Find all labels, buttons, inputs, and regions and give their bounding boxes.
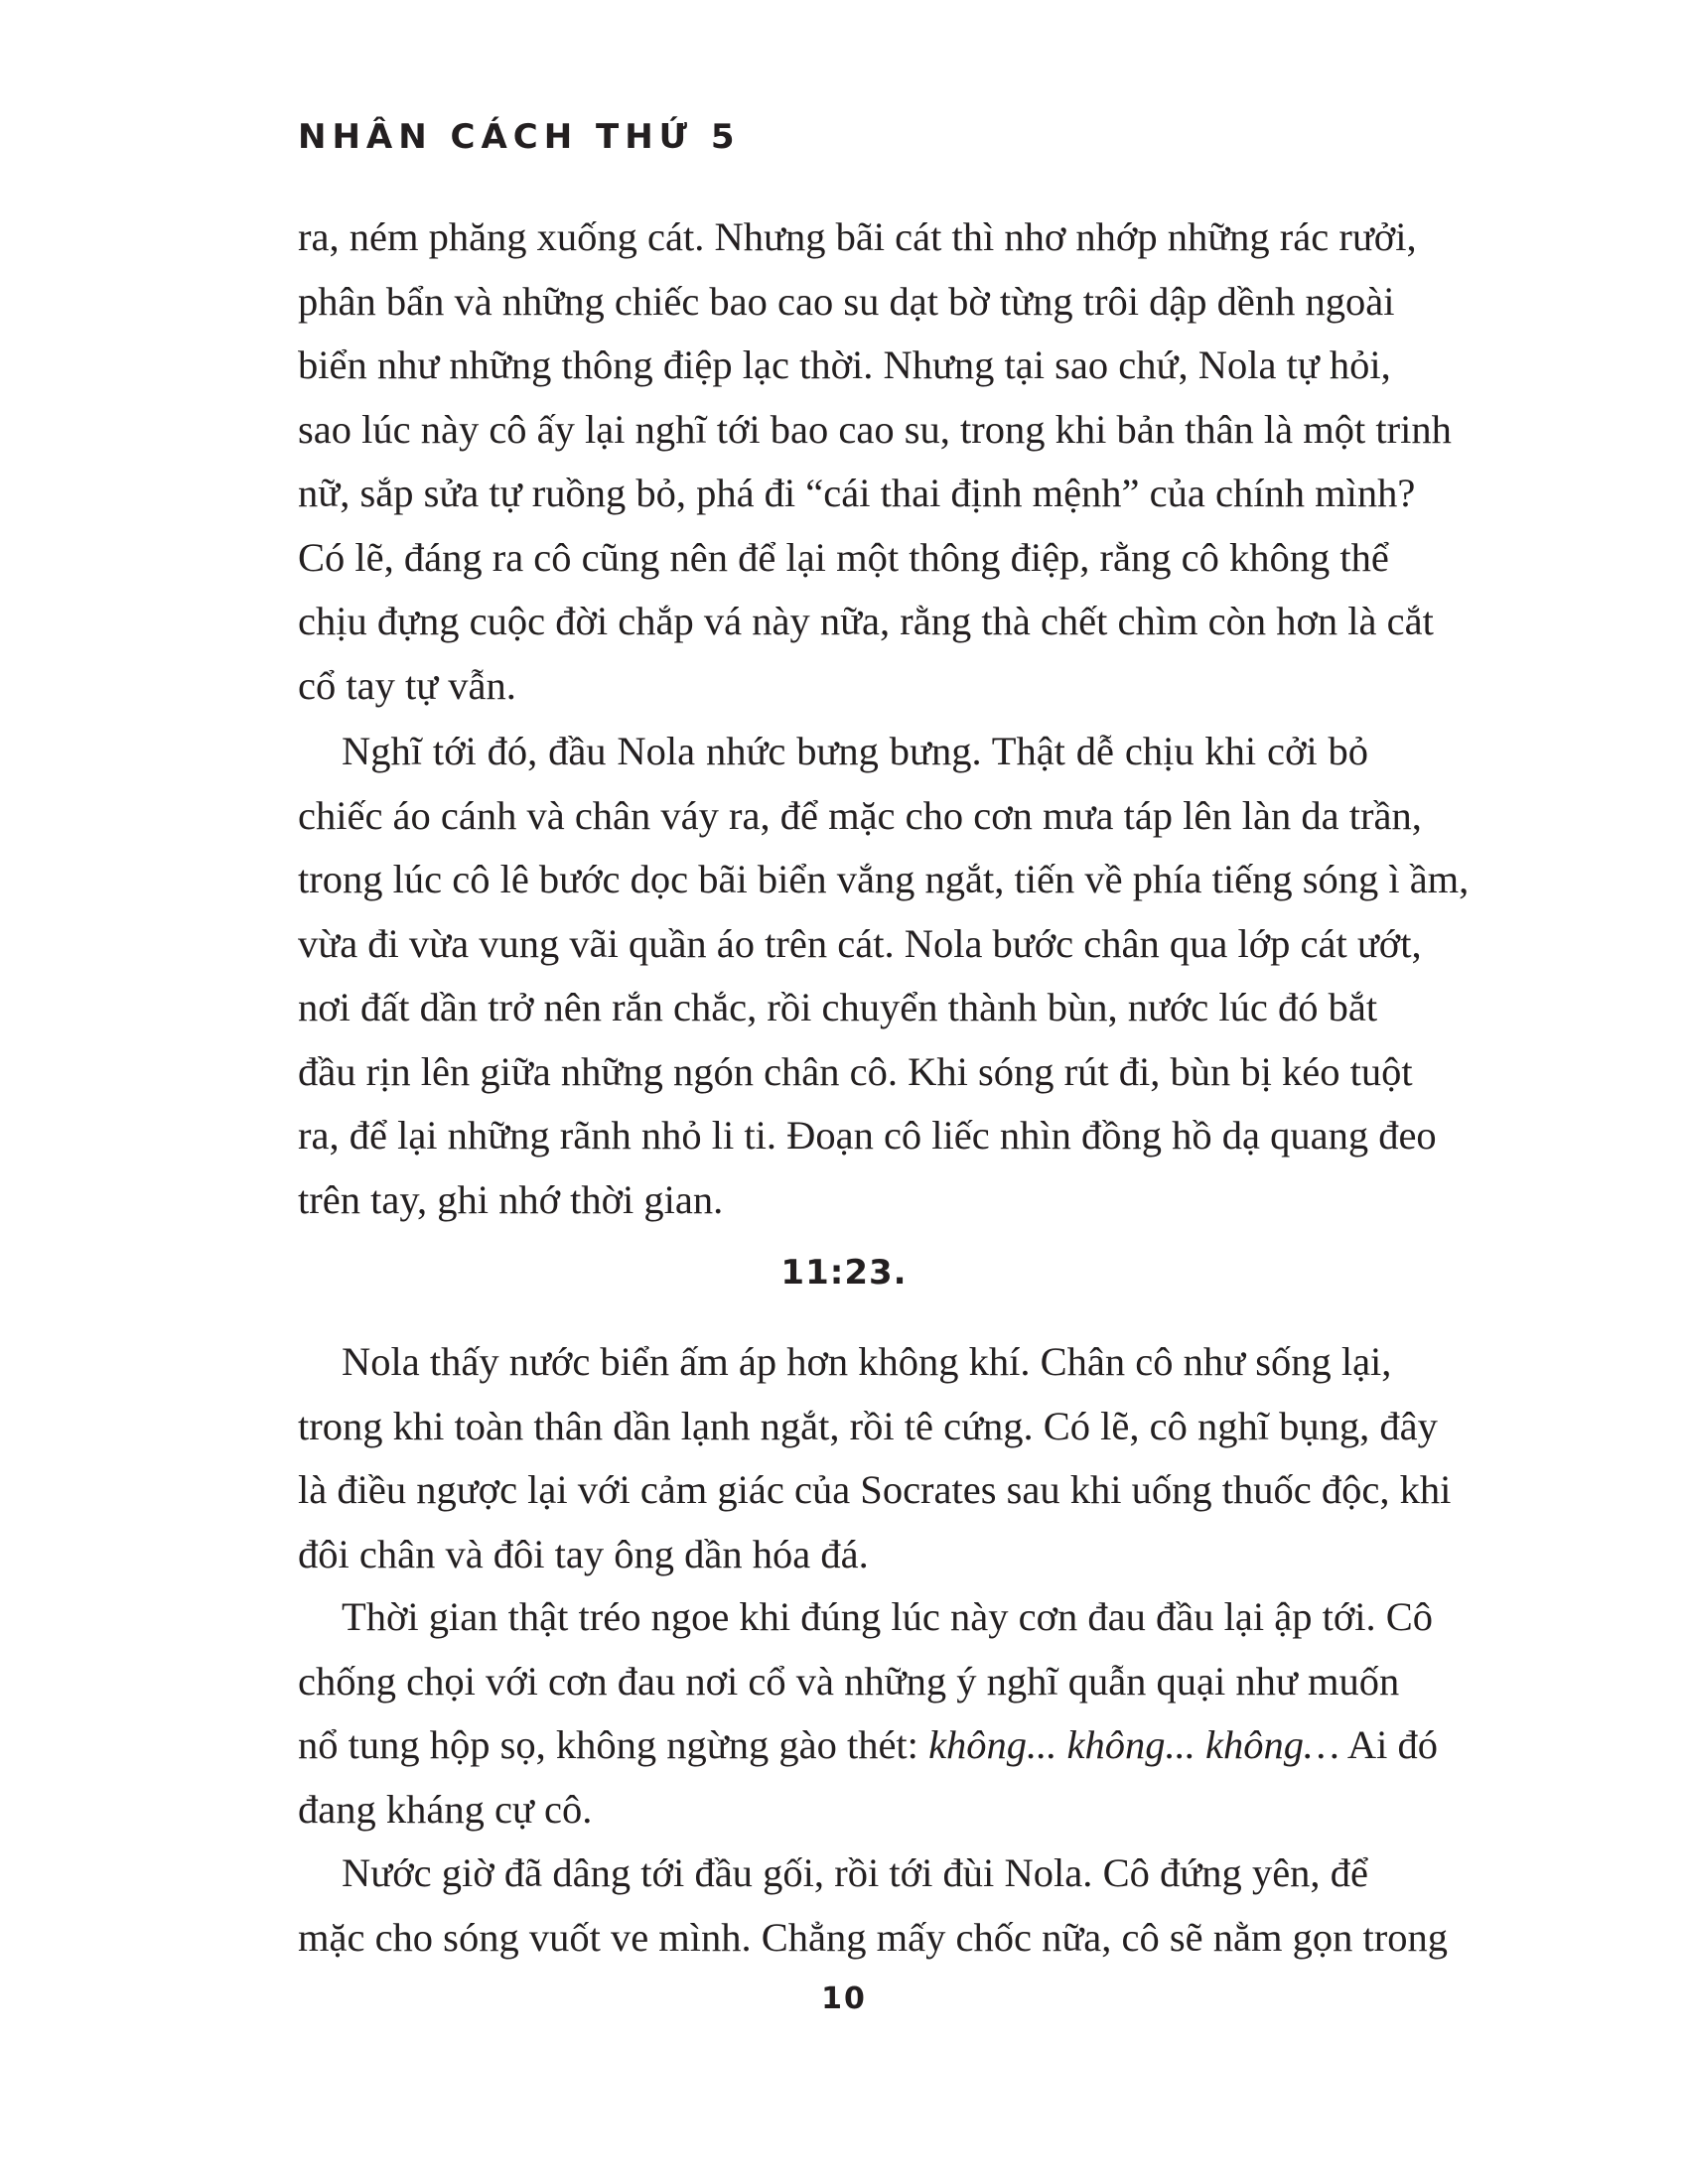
italic-text-segment: không... không... không… (928, 1722, 1340, 1767)
text-line: đang kháng cự cô. (298, 1786, 593, 1832)
text-segment: Ai đó (1339, 1722, 1439, 1767)
text-line: Nola thấy nước biển ấm áp hơn không khí. Chân cô như sống lại, (342, 1339, 1392, 1384)
text-line: nữ, sắp sửa tự ruồng bỏ, phá đi “cái thai định mệnh” của chính mình? (298, 471, 1416, 515)
text-line: trong khi toàn thân dần lạnh ngắt, rồi tê cứng. Có lẽ, cô nghĩ bụng, đây (298, 1403, 1438, 1448)
text-line: cổ tay tự vẫn. (298, 662, 516, 708)
page-number: 10 (821, 1981, 867, 2016)
text-line: ra, để lại những rãnh nhỏ li ti. Đoạn cô liếc nhìn đồng hồ dạ quang đeo (298, 1113, 1437, 1158)
text-line: Thời gian thật tréo ngoe khi đúng lúc này cơn đau đầu lại ập tới. Cô (342, 1594, 1433, 1639)
text-line: Nước giờ đã dâng tới đầu gối, rồi tới đùi Nola. Cô đứng yên, để (342, 1850, 1368, 1895)
text-line: chống chọi với cơn đau nơi cổ và những ý nghĩ quẫn quại như muốn (298, 1658, 1400, 1704)
text-line: biển như những thông điệp lạc thời. Nhưng tại sao chứ, Nola tự hỏi, (298, 342, 1391, 387)
text-segment: nổ tung hộp sọ, không ngừng gào thét: (298, 1722, 929, 1767)
text-line: phân bẩn và những chiếc bao cao su dạt bờ từng trôi dập dềnh ngoài (298, 278, 1395, 324)
text-line: ra, ném phăng xuống cát. Nhưng bãi cát thì nhơ nhớp những rác rưởi, (298, 214, 1417, 259)
text-line: chịu đựng cuộc đời chắp vá này nữa, rằng thà chết chìm còn hơn là cắt (298, 599, 1434, 643)
paragraph-4 (298, 1585, 1439, 1842)
text-line: trên tay, ghi nhớ thời gian. (298, 1176, 724, 1222)
text-line: đầu rịn lên giữa những ngón chân cô. Khi sóng rút đi, bùn bị kéo tuột (298, 1048, 1413, 1094)
paragraph-2 (298, 720, 1470, 1232)
text-line: đôi chân và đôi tay ông dần hóa đá. (298, 1531, 869, 1576)
text-line: nơi đất dần trở nên rắn chắc, rồi chuyển thành bùn, nước lúc đó bắt (298, 985, 1378, 1029)
text-line: sao lúc này cô ấy lại nghĩ tới bao cao su, trong khi bản thân là một trinh (298, 406, 1452, 452)
text-line: Có lẽ, đáng ra cô cũng nên để lại một thông điệp, rằng cô không thể (298, 534, 1389, 580)
paragraph-3 (298, 1330, 1452, 1586)
paragraph-1 (298, 205, 1452, 718)
text-line: trong lúc cô lê bước dọc bãi biển vắng ngắt, tiến về phía tiếng sóng ì ầm, (298, 857, 1470, 901)
text-line: Nghĩ tới đó, đầu Nola nhức bưng bưng. Thật dễ chịu khi cởi bỏ (342, 729, 1368, 773)
paragraph-5 (298, 1842, 1448, 1970)
scene-time-heading: 11:23. (780, 1253, 908, 1293)
text-line (298, 1713, 1439, 1778)
text-line: mặc cho sóng vuốt ve mình. Chẳng mấy chốc nữa, cô sẽ nằm gọn trong (298, 1914, 1448, 1960)
text-line: chiếc áo cánh và chân váy ra, để mặc cho cơn mưa táp lên làn da trần, (298, 792, 1422, 838)
text-line: là điều ngược lại với cảm giác của Socrates sau khi uống thuốc độc, khi (298, 1467, 1452, 1512)
running-header-title: NHÂN CÁCH THỨ 5 (298, 117, 741, 157)
text-line: vừa đi vừa vung vãi quần áo trên cát. Nola bước chân qua lớp cát ướt, (298, 920, 1422, 966)
